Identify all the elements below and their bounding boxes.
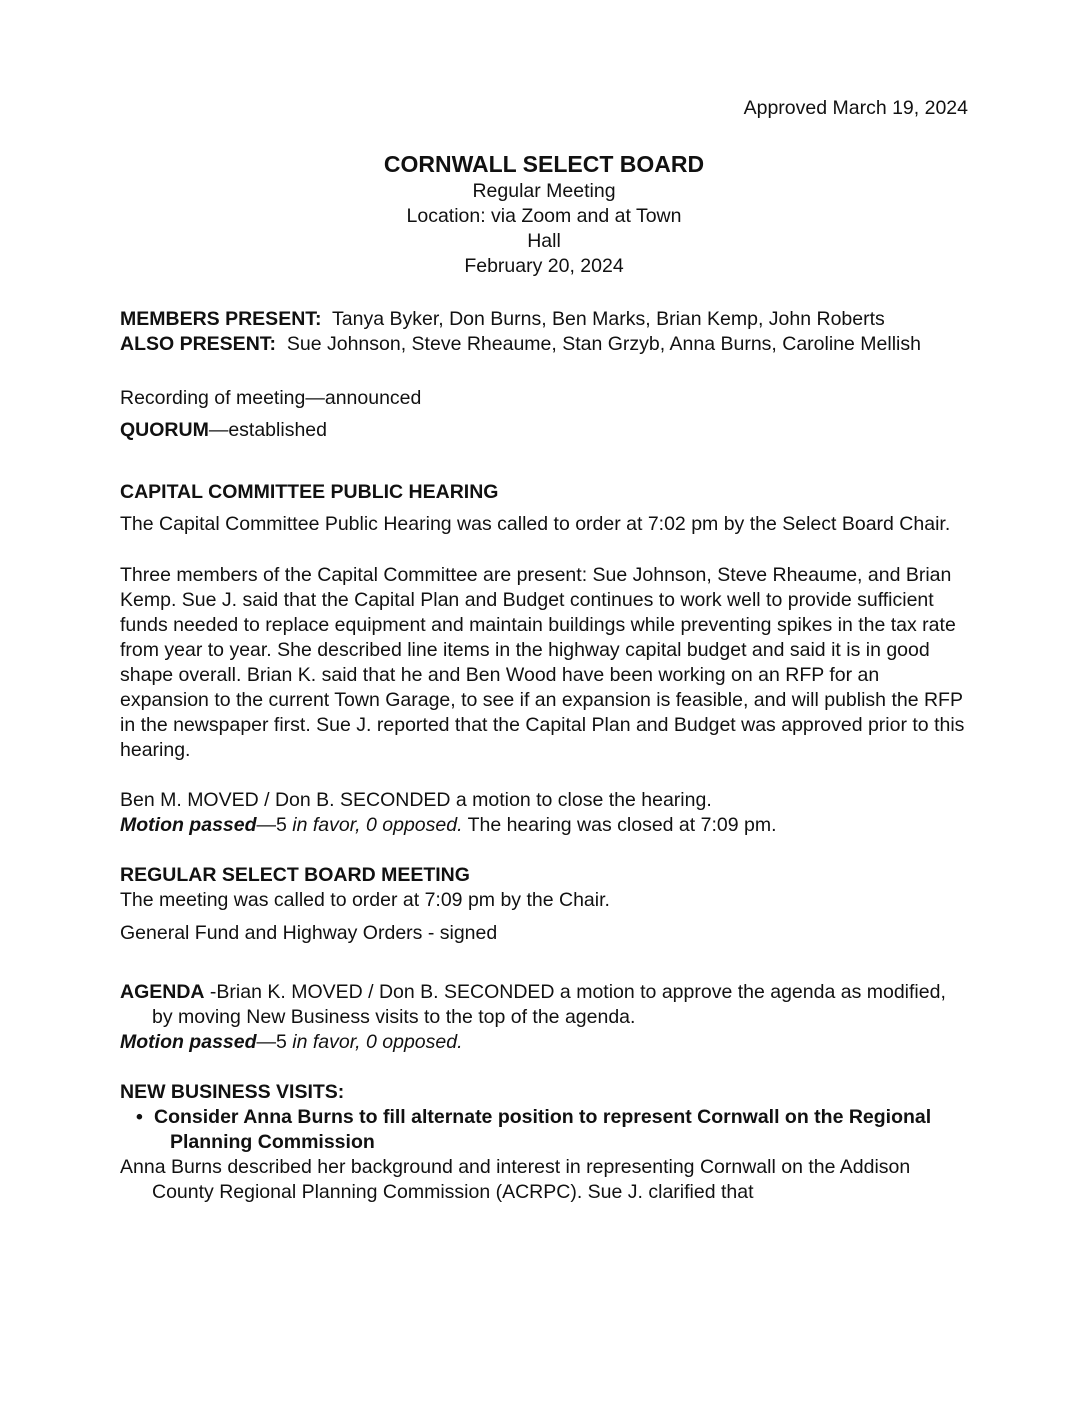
capital-hearing-motion: Ben M. MOVED / Don B. SECONDED a motion to close the hearing. <box>120 789 712 811</box>
also-present-label: ALSO PRESENT: <box>120 333 277 355</box>
also-present-names: Sue Johnson, Steve Rheaume, Stan Grzyb, Anna Burns, Caroline Mellish <box>286 333 921 355</box>
capital-hearing-motion-result: Motion passed—5 in favor, 0 opposed. The hearing was closed at 7:09 pm. <box>120 814 777 836</box>
regular-meeting-opening: The meeting was called to order at 7:09 pm by the Chair. <box>120 889 610 911</box>
new-business-item-title: Consider Anna Burns to fill alternate position to represent Cornwall on the Regional Planning Commission <box>154 1106 932 1153</box>
also-present <box>120 332 970 357</box>
meeting-location-line1: Location: via Zoom and at Town <box>406 205 682 227</box>
agenda-motion-result: Motion passed—5 in favor, 0 opposed. <box>120 1031 463 1053</box>
agenda-label: AGENDA <box>120 981 205 1003</box>
new-business-item-text: Anna Burns described her background and interest in representing Cornwall on the Addison County Regional Planning Commission (ACRPC). Sue J. clarified that <box>120 1156 911 1203</box>
document-header <box>0 150 1088 279</box>
orders-signed-note: General Fund and Highway Orders - signed <box>120 922 498 944</box>
board-title: CORNWALL SELECT BOARD <box>383 151 705 177</box>
approval-note: Approved March 19, 2024 <box>743 97 968 119</box>
agenda-motion-text: -Brian K. MOVED / Don B. SECONDED a motion to approve the agenda as modified, by moving New Business visits to the top of the agenda. <box>152 981 946 1028</box>
regular-meeting-title: REGULAR SELECT BOARD MEETING <box>120 864 470 886</box>
members-present-names: Tanya Byker, Don Burns, Ben Marks, Brian Kemp, John Roberts <box>332 308 885 330</box>
capital-hearing-opening: The Capital Committee Public Hearing was called to order at 7:02 pm by the Select Board Chair. <box>120 513 951 535</box>
quorum-label: QUORUM <box>120 419 209 441</box>
capital-hearing-discussion: Three members of the Capital Committee are present: Sue Johnson, Steve Rheaume, and Brian Kemp. Sue J. said that the Capital Plan and Budget continues to work well to provide sufficient funds needed to replace equipment and maintain buildings while preventing spikes in the tax rate from year to year. She described line items in the highway capital budget and said it is in good shape overall. Brian K. said that he and Ben Wood have been working on an RFP for an expansion to the current Town Garage, to see if an expansion is feasible, and will publish the RFP in the newspaper first. Sue J. reported that the Capital Plan and Budget was approved prior to this hearing. <box>120 564 965 761</box>
meeting-type: Regular Meeting <box>472 180 616 202</box>
capital-hearing-title: CAPITAL COMMITTEE PUBLIC HEARING <box>120 481 499 503</box>
new-business-title: NEW BUSINESS VISITS: <box>120 1081 345 1103</box>
members-present-label: MEMBERS PRESENT: <box>120 308 322 330</box>
members-present <box>120 307 970 332</box>
meeting-date: February 20, 2024 <box>464 255 624 277</box>
quorum-status: —established <box>208 419 327 441</box>
minutes-body <box>120 307 970 1205</box>
motion-passed-label: Motion passed <box>120 814 257 836</box>
vote-count: in favor, 0 opposed. <box>286 814 463 836</box>
list-item <box>120 1105 970 1155</box>
hearing-closed-note: The hearing was closed at 7:09 pm. <box>462 814 777 836</box>
bullet-icon: • <box>136 1106 143 1128</box>
agenda-motion <box>120 980 970 1030</box>
vote-count: in favor, 0 opposed. <box>286 1031 463 1053</box>
motion-passed-label: Motion passed <box>120 1031 257 1053</box>
quorum-note <box>120 414 970 446</box>
recording-note: Recording of meeting—announced <box>120 387 422 409</box>
meeting-location-line2: Hall <box>527 230 561 252</box>
